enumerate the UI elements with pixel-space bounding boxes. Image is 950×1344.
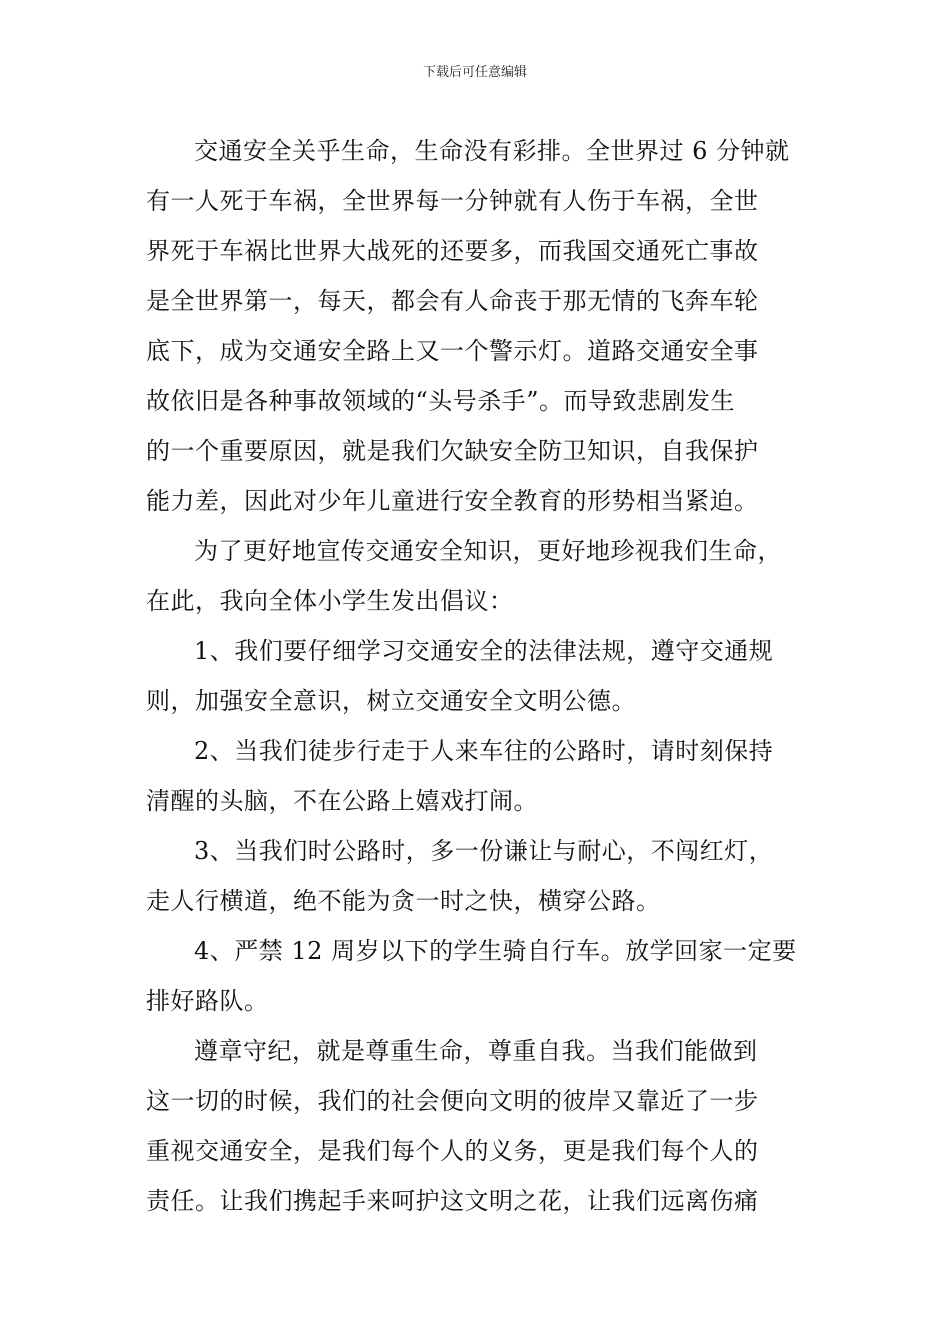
text-line: 界死于车祸比世界大战死的还要多，而我国交通死亡事故 xyxy=(146,237,759,265)
text-line: 有一人死于车祸，全世界每一分钟就有人伤于车祸，全世 xyxy=(146,187,759,215)
text-line: 底下，成为交通安全路上又一个警示灯。道路交通安全事 xyxy=(146,337,759,365)
text-line: 2、当我们徒步行走于人来车往的公路时，请时刻保持 xyxy=(194,737,774,765)
text-line: 遵章守纪，就是尊重生命，尊重自我。当我们能做到 xyxy=(194,1037,758,1065)
text-line: 这一切的时候，我们的社会便向文明的彼岸又靠近了一步 xyxy=(146,1087,759,1115)
text-line: 走人行横道，绝不能为贪一时之快，横穿公路。 xyxy=(146,887,661,915)
text-line: 则，加强安全意识，树立交通安全文明公德。 xyxy=(146,687,636,715)
text-line: 故依旧是各种事故领域的“头号杀手”。而导致悲剧发生 xyxy=(146,387,736,415)
text-line: 交通安全关乎生命，生命没有彩排。全世界过 6 分钟就 xyxy=(194,137,790,165)
text-line: 重视交通安全，是我们每个人的义务，更是我们每个人的 xyxy=(146,1137,759,1165)
text-line: 排好路队。 xyxy=(146,987,269,1015)
text-line: 责任。让我们携起手来呵护这文明之花，让我们远离伤痛 xyxy=(146,1187,759,1215)
text-line: 4、严禁 12 周岁以下的学生骑自行车。放学回家一定要 xyxy=(194,937,797,965)
text-line: 能力差，因此对少年儿童进行安全教育的形势相当紧迫。 xyxy=(146,487,759,515)
text-line: 3、当我们时公路时，多一份谦让与耐心，不闯红灯， xyxy=(194,837,774,865)
text-line: 是全世界第一，每天，都会有人命丧于那无情的飞奔车轮 xyxy=(146,287,759,315)
text-line: 清醒的头脑，不在公路上嬉戏打闹。 xyxy=(146,787,538,815)
text-line: 的一个重要原因，就是我们欠缺安全防卫知识，自我保护 xyxy=(146,437,759,465)
page-header: 下载后可任意编辑 xyxy=(422,65,527,80)
text-line: 在此，我向全体小学生发出倡议： xyxy=(146,587,514,615)
text-line: 1、我们要仔细学习交通安全的法律法规，遵守交通规 xyxy=(194,637,774,665)
text-line: 为了更好地宣传交通安全知识，更好地珍视我们生命， xyxy=(194,537,782,565)
document-body xyxy=(146,126,814,1226)
